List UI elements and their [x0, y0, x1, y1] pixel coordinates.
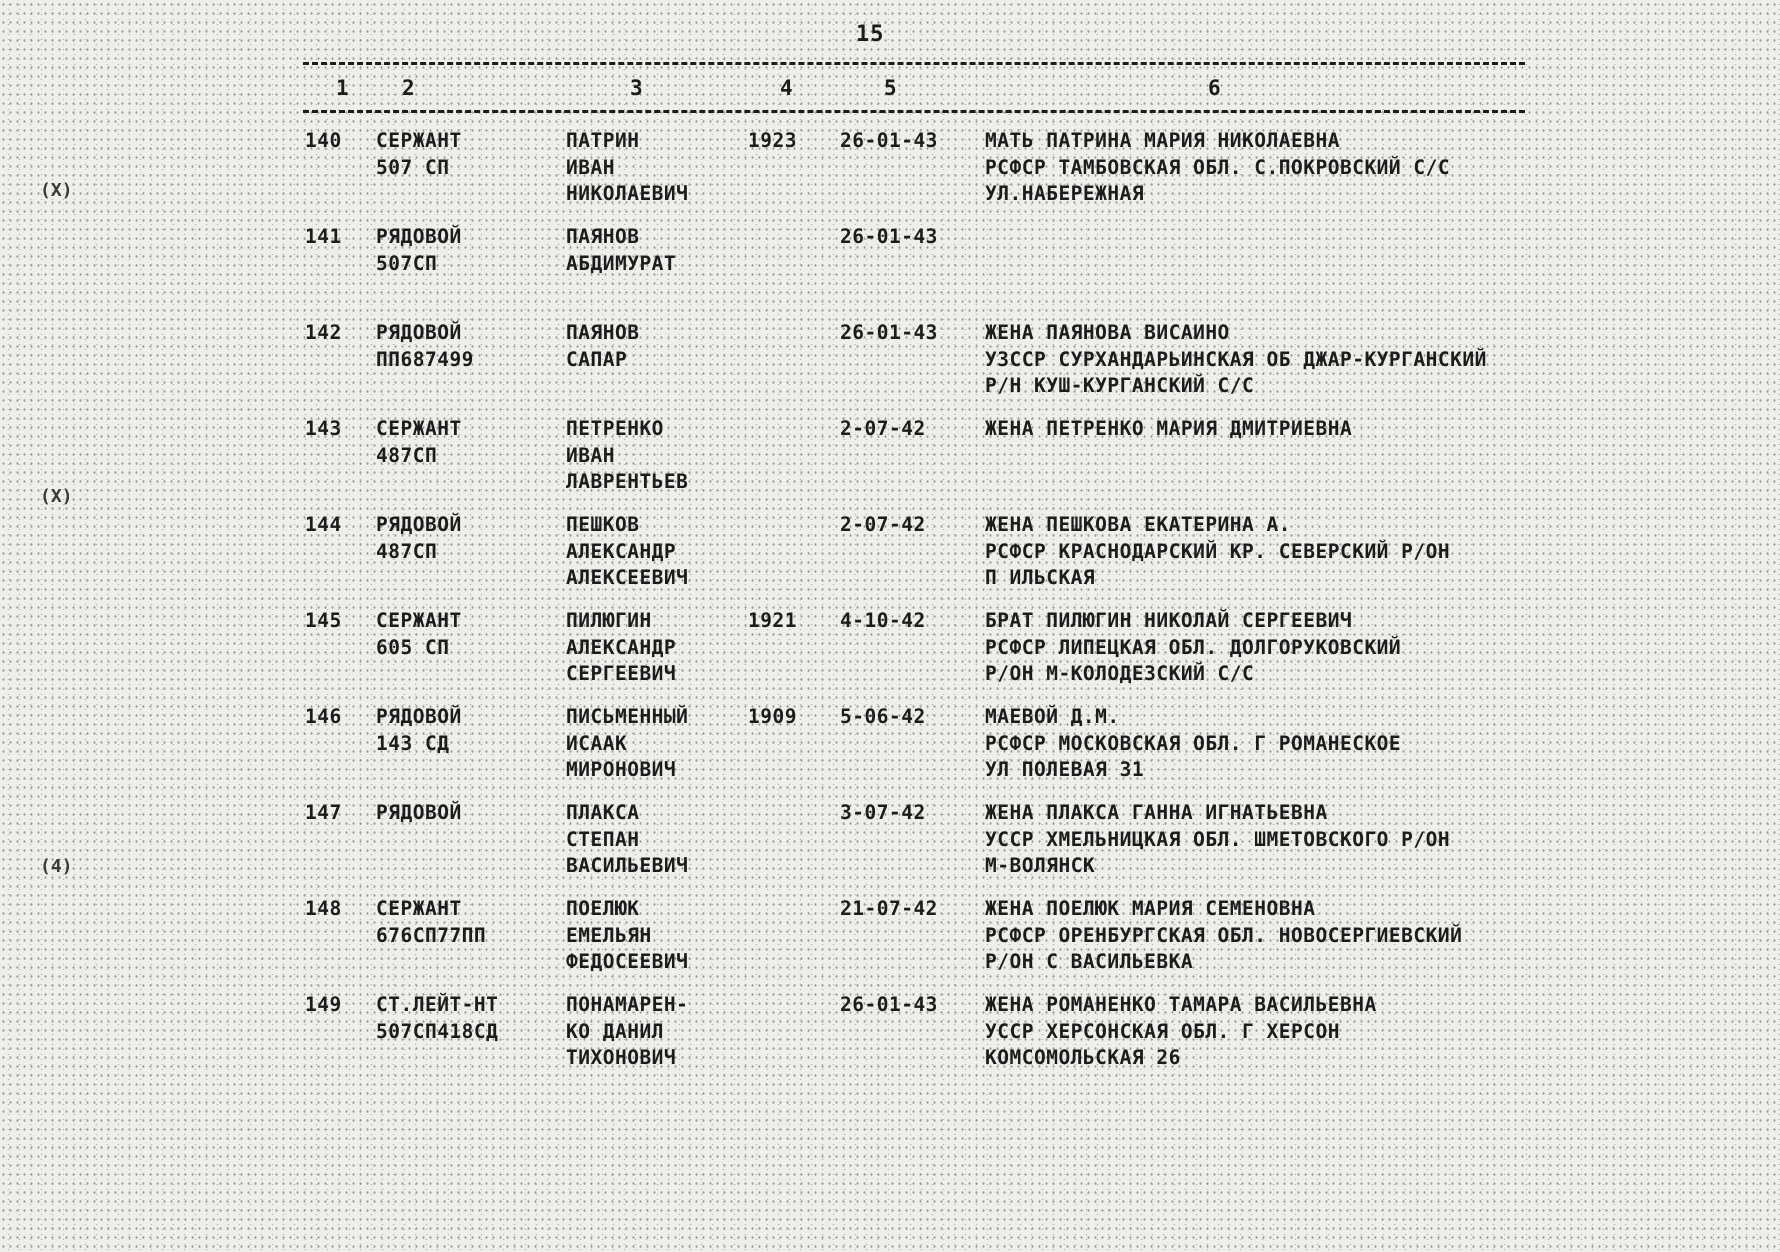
- record-relative-address: ЖЕНА ПОЕЛЮК МАРИЯ СЕМЕНОВНА РСФСР ОРЕНБУРГСКАЯ ОБЛ. НОВОСЕРГИЕВСКИЙ Р/ОН С ВАСИЛЬЕВКА: [985, 897, 1463, 973]
- record-name: ПАЯНОВ САПАР: [566, 321, 640, 371]
- record-name: ПЛАКСА СТЕПАН ВАСИЛЬЕВИЧ: [566, 801, 689, 877]
- column-number: 3: [630, 76, 643, 100]
- record-number: 142: [305, 321, 342, 344]
- record-name: ПИЛЮГИН АЛЕКСАНДР СЕРГЕЕВИЧ: [566, 609, 677, 685]
- column-number: 2: [402, 76, 415, 100]
- record-date: 26-01-43: [840, 129, 938, 152]
- record-rank-unit: СЕРЖАНТ 487СП: [376, 417, 462, 467]
- record-rank-unit: СЕРЖАНТ 507 СП: [376, 129, 462, 179]
- column-number: 6: [1208, 76, 1221, 100]
- record-number: 144: [305, 513, 342, 536]
- record-row: [0, 704, 1780, 794]
- record-number: 148: [305, 897, 342, 920]
- record-name: ПАТРИН ИВАН НИКОЛАЕВИЧ: [566, 129, 689, 205]
- record-name: ПЕТРЕНКО ИВАН ЛАВРЕНТЬЕВ: [566, 417, 689, 493]
- record-number: 141: [305, 225, 342, 248]
- record-number: 145: [305, 609, 342, 632]
- record-rank-unit: СЕРЖАНТ 676СП77ПП: [376, 897, 487, 947]
- record-row: [0, 128, 1780, 218]
- column-number: 5: [884, 76, 897, 100]
- record-row: [0, 608, 1780, 698]
- record-number: 140: [305, 129, 342, 152]
- record-date: 5-06-42: [840, 705, 926, 728]
- record-row: [0, 800, 1780, 890]
- record-rank-unit: РЯДОВОЙ ПП687499: [376, 321, 474, 371]
- record-date: 21-07-42: [840, 897, 938, 920]
- record-relative-address: МАЕВОЙ Д.М. РСФСР МОСКОВСКАЯ ОБЛ. Г РОМАНЕСКОЕ УЛ ПОЛЕВАЯ 31: [985, 705, 1402, 781]
- record-number: 143: [305, 417, 342, 440]
- margin-mark: (X): [40, 486, 73, 507]
- record-row: [0, 512, 1780, 602]
- record-date: 26-01-43: [840, 993, 938, 1016]
- record-date: 26-01-43: [840, 225, 938, 248]
- page-number: 15: [856, 22, 885, 47]
- record-date: 2-07-42: [840, 417, 926, 440]
- record-name: ПОЕЛЮК ЕМЕЛЬЯН ФЕДОСЕЕВИЧ: [566, 897, 689, 973]
- record-relative-address: ЖЕНА РОМАНЕНКО ТАМАРА ВАСИЛЬЕВНА УССР ХЕРСОНСКАЯ ОБЛ. Г ХЕРСОН КОМСОМОЛЬСКАЯ 26: [985, 993, 1377, 1069]
- record-birth-year: 1921: [748, 609, 797, 632]
- record-rank-unit: РЯДОВОЙ 507СП: [376, 225, 462, 275]
- record-relative-address: ЖЕНА ПЕШКОВА ЕКАТЕРИНА А. РСФСР КРАСНОДАРСКИЙ КР. СЕВЕРСКИЙ Р/ОН П ИЛЬСКАЯ: [985, 513, 1451, 589]
- record-date: 2-07-42: [840, 513, 926, 536]
- record-row: [0, 320, 1780, 410]
- record-rank-unit: СЕРЖАНТ 605 СП: [376, 609, 462, 659]
- margin-mark: (X): [40, 180, 73, 201]
- record-relative-address: БРАТ ПИЛЮГИН НИКОЛАЙ СЕРГЕЕВИЧ РСФСР ЛИПЕЦКАЯ ОБЛ. ДОЛГОРУКОВСКИЙ Р/ОН М-КОЛОДЕЗСКИЙ С/С: [985, 609, 1402, 685]
- record-date: 3-07-42: [840, 801, 926, 824]
- column-number: 1: [336, 76, 349, 100]
- top-dashed-rule: [303, 62, 1525, 65]
- record-name: ПОНАМАРЕН- КО ДАНИЛ ТИХОНОВИЧ: [566, 993, 689, 1069]
- record-rank-unit: РЯДОВОЙ 487СП: [376, 513, 462, 563]
- record-birth-year: 1909: [748, 705, 797, 728]
- record-name: ПАЯНОВ АБДИМУРАТ: [566, 225, 677, 275]
- record-number: 149: [305, 993, 342, 1016]
- record-relative-address: МАТЬ ПАТРИНА МАРИЯ НИКОЛАЕВНА РСФСР ТАМБОВСКАЯ ОБЛ. С.ПОКРОВСКИЙ С/С УЛ.НАБЕРЕЖНАЯ: [985, 129, 1451, 205]
- record-rank-unit: РЯДОВОЙ 143 СД: [376, 705, 462, 755]
- column-number-row: [0, 76, 1780, 102]
- record-row: [0, 416, 1780, 506]
- record-date: 4-10-42: [840, 609, 926, 632]
- margin-mark: (4): [40, 856, 73, 877]
- record-number: 146: [305, 705, 342, 728]
- record-relative-address: ЖЕНА ПЛАКСА ГАННА ИГНАТЬЕВНА УССР ХМЕЛЬНИЦКАЯ ОБЛ. ШМЕТОВСКОГО Р/ОН М-ВОЛЯНСК: [985, 801, 1451, 877]
- record-rank-unit: СТ.ЛЕЙТ-НТ 507СП418СД: [376, 993, 499, 1043]
- record-name: ПИСЬМЕННЫЙ ИСААК МИРОНОВИЧ: [566, 705, 689, 781]
- record-name: ПЕШКОВ АЛЕКСАНДР АЛЕКСЕЕВИЧ: [566, 513, 689, 589]
- record-number: 147: [305, 801, 342, 824]
- record-relative-address: ЖЕНА ПАЯНОВА ВИСАИНО УЗССР СУРХАНДАРЬИНСКАЯ ОБ ДЖАР-КУРГАНСКИЙ Р/Н КУШ-КУРГАНСКИЙ С/С: [985, 321, 1487, 397]
- column-number: 4: [780, 76, 793, 100]
- header-dashed-rule: [303, 110, 1525, 113]
- record-row: [0, 896, 1780, 986]
- record-row: [0, 992, 1780, 1082]
- record-relative-address: ЖЕНА ПЕТРЕНКО МАРИЯ ДМИТРИЕВНА: [985, 417, 1353, 440]
- record-row: [0, 224, 1780, 314]
- record-date: 26-01-43: [840, 321, 938, 344]
- record-birth-year: 1923: [748, 129, 797, 152]
- record-rank-unit: РЯДОВОЙ: [376, 801, 462, 824]
